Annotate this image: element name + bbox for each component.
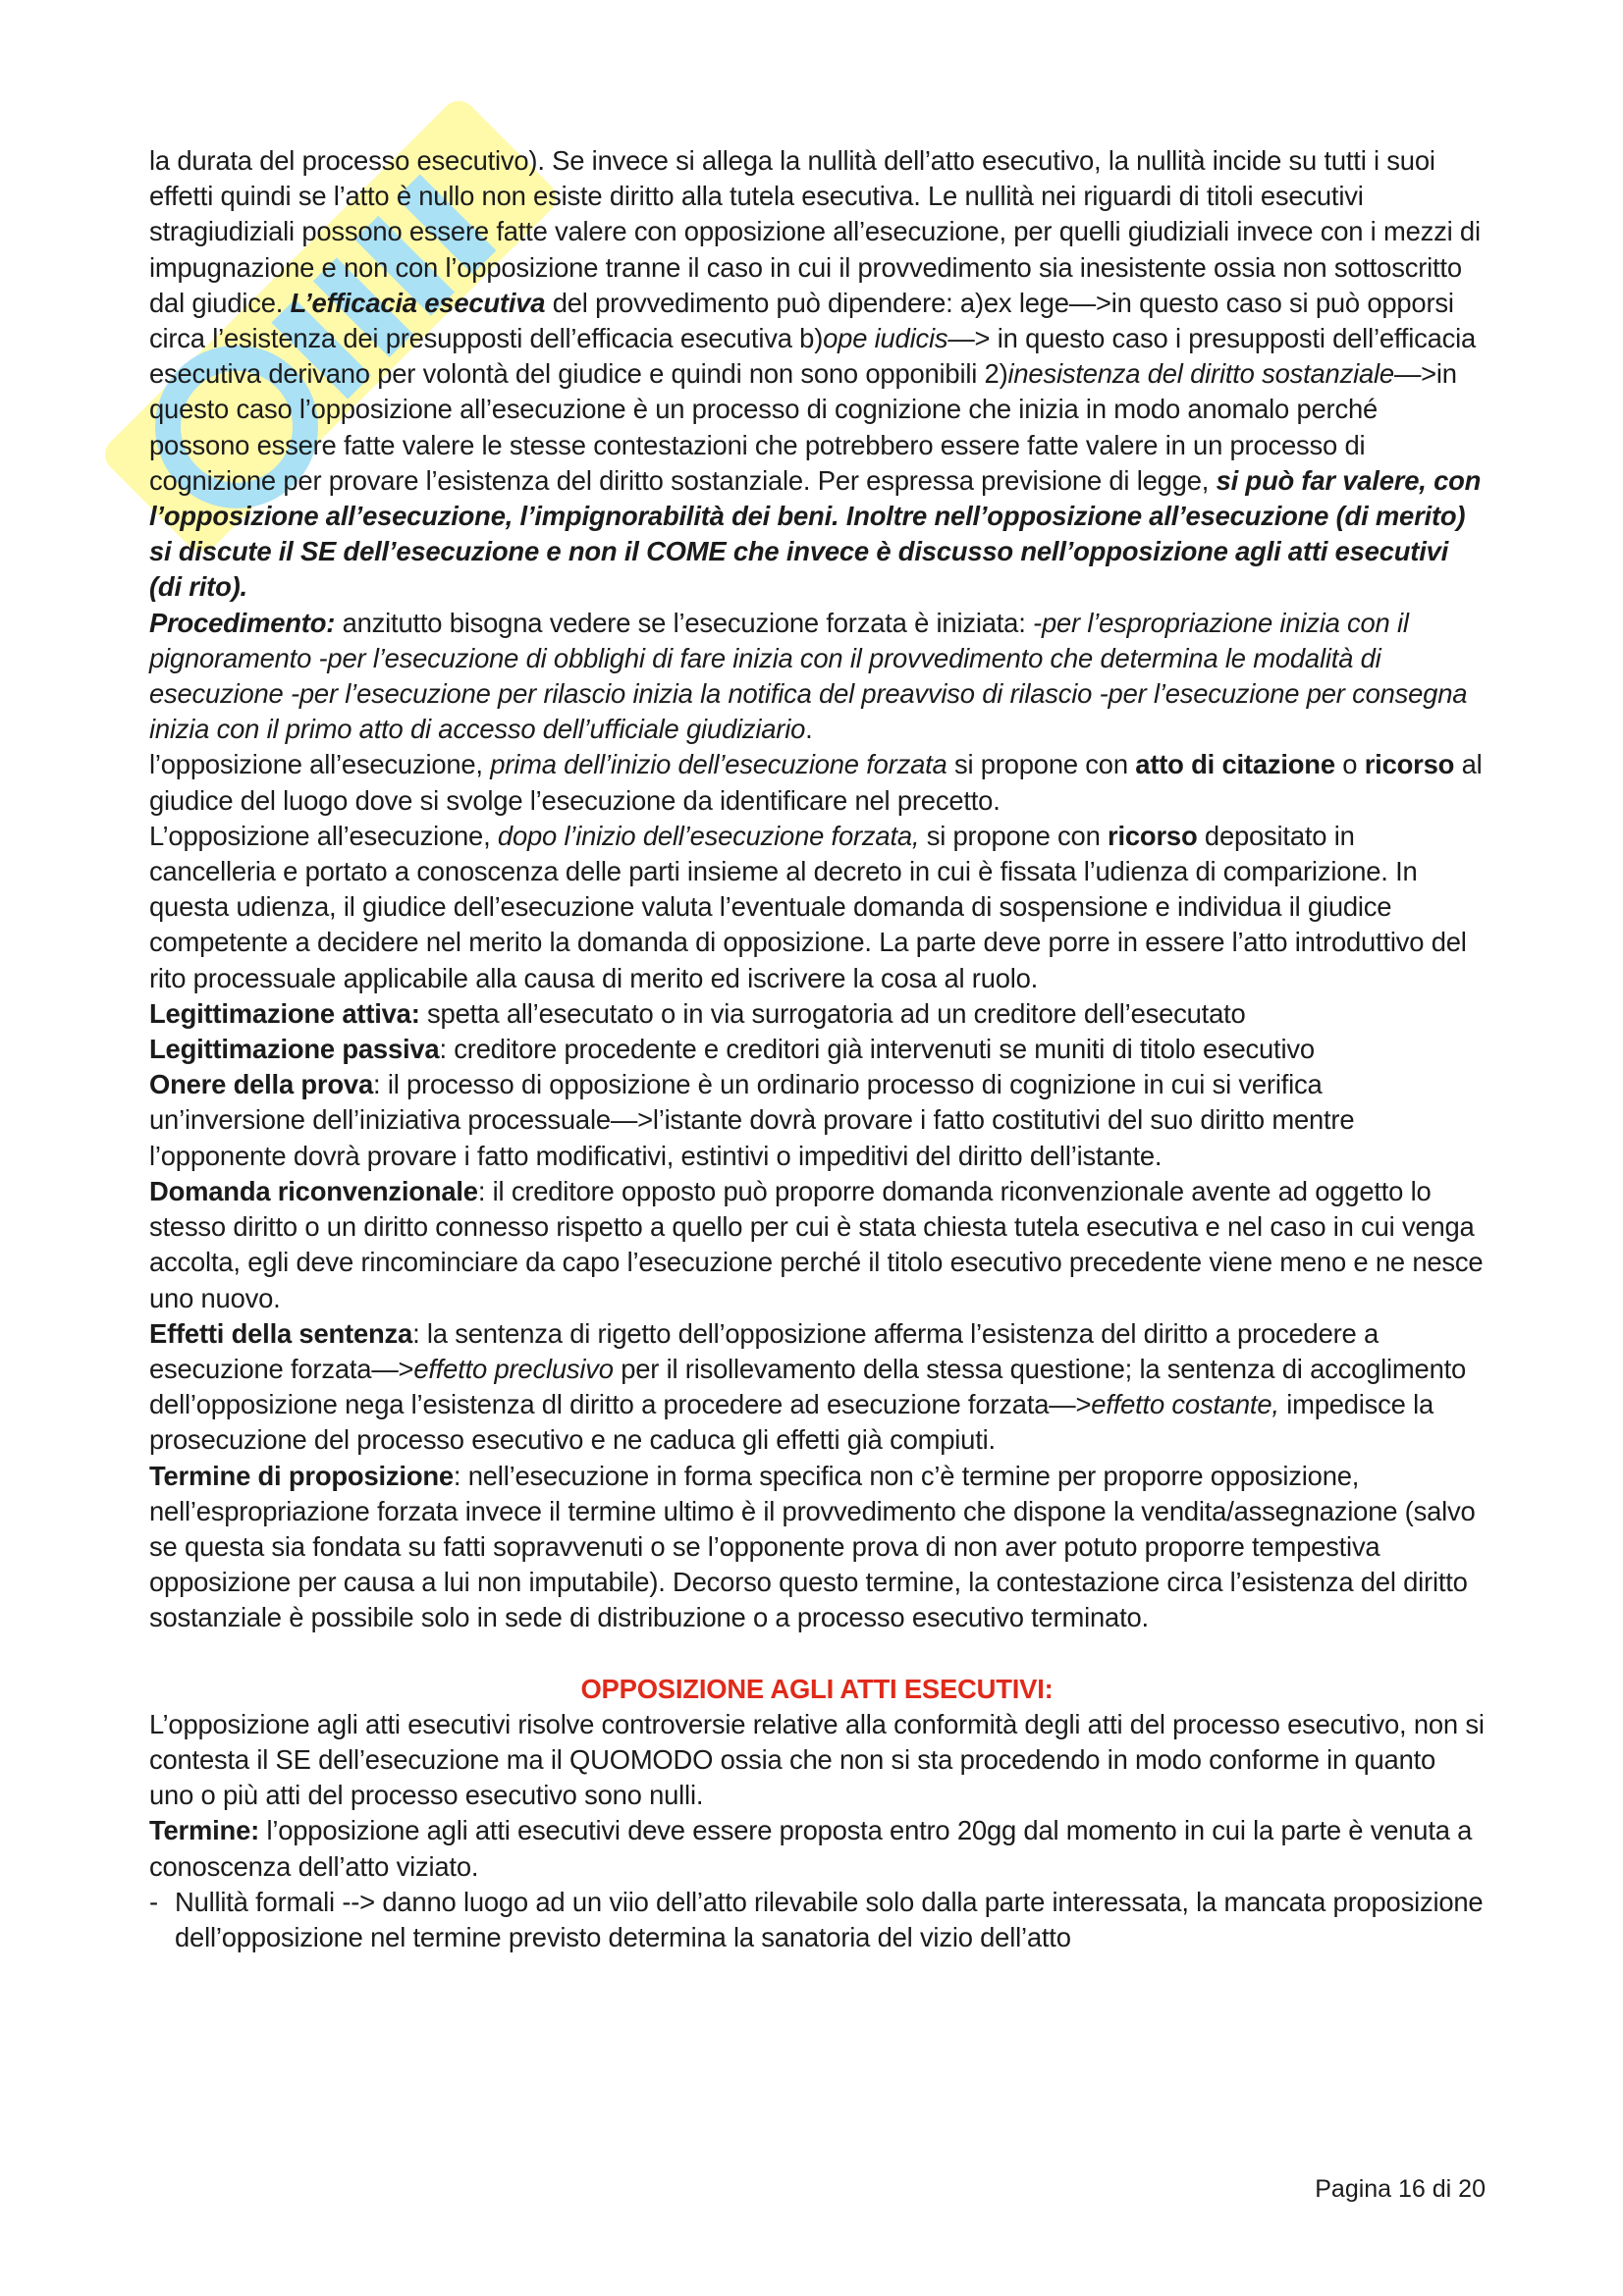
text-run: al giudice del luogo dove si svolge l’esecuzione da identificare nel precetto.: [149, 749, 1483, 816]
section-opposizione-esecuzione: [149, 143, 1485, 1636]
section-heading: OPPOSIZIONE AGLI ATTI ESECUTIVI:: [580, 1673, 1054, 1704]
text-run: : creditore procedente e creditori già intervenuti se muniti di titolo esecutivo: [439, 1034, 1315, 1065]
paragraph: [149, 143, 1485, 606]
text-run: : il creditore opposto può proporre domanda riconvenzionale avente ad oggetto lo stesso diritto o un diritto connesso rispetto a quello per cui è stata chiesta tutela esecutiva e nel caso in cui venga accolta, egli deve rincominciare da capo l’esecuzione perché il titolo esecutivo precedente viene meno e ne nesce uno nuovo.: [149, 1175, 1484, 1313]
paragraph: [149, 1316, 1485, 1459]
section-opposizione-atti: [149, 1707, 1485, 1885]
text-run: o: [1334, 749, 1365, 780]
paragraph: [149, 1032, 1485, 1067]
text-run: Procedimento:: [149, 607, 336, 638]
text-run: Legittimazione attiva:: [149, 997, 420, 1029]
paragraph: [149, 1813, 1485, 1884]
list-dash: -: [149, 1886, 158, 1917]
text-run: Effetti della sentenza: [149, 1317, 413, 1349]
text-run: : la sentenza di rigetto dell’opposizione afferma l’esistenza del diritto a procedere a esecuzione forzata—>: [149, 1317, 1380, 1384]
text-run: L’efficacia esecutiva: [290, 287, 546, 318]
paragraph: [149, 747, 1485, 818]
paragraph: [149, 1067, 1485, 1174]
text-run: si può far valere, con l’opposizione all’esecuzione, l’impignorabilità dei beni. Inoltre nell’opposizione all’esecuzione (di merito) si discute il SE dell’esecuzione e non il COME che invece è discusso nell’opposizione agli atti esecutivi (di rito).: [149, 464, 1482, 603]
text-run: dopo l’inizio dell’esecuzione forzata,: [497, 820, 920, 851]
paragraph: [149, 819, 1485, 996]
text-run: Domanda riconvenzionale: [149, 1175, 478, 1206]
text-run: depositato in cancelleria e portato a conoscenza delle parti insieme al decreto in cui è fissata l’udienza di comparizione. In questa udienza, il giudice dell’esecuzione valuta l’eventuale domanda di sospensione e individua il giudice competente a decidere nel merito la domanda di opposizione. La parte deve porre in essere l’atto introduttivo del rito processuale applicabile alla causa di merito ed iscrivere la cosa al ruolo.: [149, 820, 1467, 993]
text-run: effetto costante,: [1091, 1389, 1279, 1420]
paragraph: [149, 1459, 1485, 1636]
page-number: Pagina 16 di 20: [1315, 2175, 1486, 2203]
text-run: : nell’esecuzione in forma specifica non c’è termine per proporre opposizione, nell’espropriazione forzata invece il termine ultimo è il provvedimento che dispone la vendita/assegnazione (salvo se questa sia fondata su fatti sopravvenuti o se l’opponente prova di non aver potuto proporre tempestiva opposizione per causa a lui non imputabile). Decorso questo termine, la contestazione circa l’esistenza del diritto sostanziale è possibile solo in sede di distribuzione o a processo esecutivo terminato.: [149, 1460, 1476, 1633]
paragraph: [149, 606, 1485, 748]
text-run: atto di citazione: [1135, 749, 1335, 780]
text-run: la durata del processo esecutivo). Se invece si allega la nullità dell’atto esecutivo, la nullità incide su tutti i suoi effetti quindi se l’atto è nullo non esiste diritto alla tutela esecutiva. Le nullità nei riguardi di titoli esecutivi stragiudiziali possono essere fatte valere con opposizione all’esecuzione, per quelli giudiziali invece con i mezzi di impugnazione e non con l’opposizione tranne il caso in cui il provvedimento sia inesistente ossia non sottoscritto dal giudice.: [149, 145, 1481, 318]
text-run: L’opposizione all’esecuzione,: [149, 820, 498, 851]
text-run: ricorso: [1364, 749, 1455, 780]
text-run: impedisce la prosecuzione del processo esecutivo e ne caduca gli effetti già compiuti.: [149, 1389, 1434, 1456]
text-run: l’opposizione all’esecuzione,: [149, 749, 491, 780]
text-run: si propone con: [947, 749, 1136, 780]
text-run: —>in questo caso l’opposizione all’esecuzione è un processo di cognizione che inizia in modo anomalo perché possono essere fatte valere le stesse contestazioni che potrebbero essere fatte valere in un processo di cognizione per provare l’esistenza del diritto sostanziale. Per espressa previsione di legge,: [149, 358, 1457, 496]
text-run: -per l’espropriazione inizia con il pignoramento -per l’esecuzione di obblighi di fare inizia con il provvedimento che determina le modalità di esecuzione -per l’esecuzione per rilascio inizia la notifica del preavviso di rilascio -per l’esecuzione per consegna inizia con il primo atto di accesso dell’ufficiale giudiziario: [149, 607, 1468, 745]
document-body: [149, 143, 1485, 1955]
text-run: per il risollevamento della stessa questione; la sentenza di accoglimento dell’opposizione nega l’esistenza dl diritto a procedere ad esecuzione forzata—>: [149, 1353, 1467, 1420]
text-run: del provvedimento può dipendere: a)ex lege—>in questo caso si può opporsi circa l’esistenza dei presupposti dell’efficacia esecutiva b): [149, 287, 1454, 354]
text-run: Termine:: [149, 1815, 260, 1846]
text-run: ope iudicis: [823, 323, 948, 354]
text-run: effetto preclusivo: [413, 1353, 614, 1384]
list-item-text: Nullità formali --> danno luogo ad un viio dell’atto rilevabile solo dalla parte interessata, la mancata proposizione dell’opposizione nel termine previsto determina la sanatoria del vizio dell’atto: [175, 1886, 1484, 1952]
paragraph: [149, 996, 1485, 1032]
text-run: si propone con: [919, 820, 1109, 851]
text-run: l’opposizione agli atti esecutivi deve essere proposta entro 20gg dal momento in cui la parte è venuta a conoscenza dell’atto viziato.: [149, 1815, 1473, 1882]
dash-list: [149, 1885, 1485, 1955]
text-run: —> in questo caso i presupposti dell’efficacia esecutiva derivano per volontà del giudice e quindi non sono opponibili 2): [149, 323, 1477, 390]
text-run: : il processo di opposizione è un ordinario processo di cognizione in cui si verifica un’inversione dell’iniziativa processuale—>l’istante dovrà provare i fatto costitutivi del suo diritto mentre l’opponente dovrà provare i fatto modificativi, estintivi o impeditivi del diritto dell’istante.: [149, 1069, 1355, 1171]
text-run: Onere della prova: [149, 1069, 373, 1100]
text-run: ricorso: [1108, 820, 1198, 851]
list-item: [149, 1885, 1485, 1955]
text-run: Legittimazione passiva: [149, 1034, 440, 1065]
paragraph: [149, 1174, 1485, 1316]
text-run: L’opposizione agli atti esecutivi risolve controversie relative alla conformità degli atti del processo esecutivo, non si contesta il SE dell’esecuzione ma il QUOMODO ossia che non si sta procedendo in modo conforme in quanto uno o più atti del processo esecutivo sono nulli.: [149, 1708, 1485, 1811]
text-run: spetta all’esecutato o in via surrogatoria ad un creditore dell’esecutato: [419, 997, 1246, 1029]
text-run: .: [805, 714, 813, 745]
text-run: inesistenza del diritto sostanziale: [1007, 358, 1394, 390]
text-run: prima dell’inizio dell’esecuzione forzata: [490, 749, 947, 780]
text-run: anzitutto bisogna vedere se l’esecuzione forzata è iniziata:: [335, 607, 1034, 638]
paragraph: [149, 1707, 1485, 1814]
text-run: Termine di proposizione: [149, 1460, 454, 1491]
